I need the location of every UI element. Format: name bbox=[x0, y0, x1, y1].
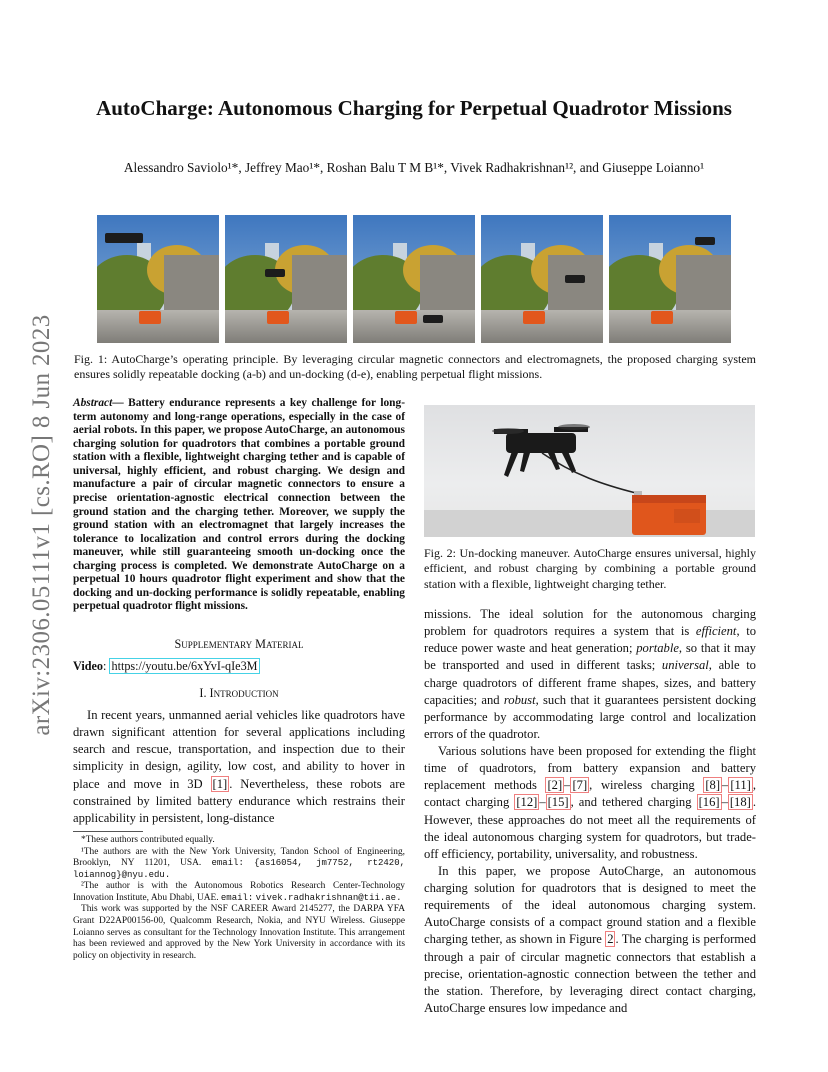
rp2-b: , wireless charging bbox=[589, 778, 704, 793]
citation-8[interactable]: [8] bbox=[705, 778, 721, 793]
intro-text-b: . Nevertheless, these robots are constrained by limited battery endurance which restrains their applicability in persistent, long-distance bbox=[73, 776, 405, 825]
dash-4: – bbox=[721, 795, 728, 810]
video-link[interactable]: https://youtu.be/6xYvI-qIe3M bbox=[111, 659, 258, 673]
dash-2: – bbox=[722, 778, 729, 793]
rp1-d: , able to charge quadrotors of different frame shapes, sizes, and battery capacities; and bbox=[424, 658, 756, 707]
term-portable: portable bbox=[636, 641, 679, 656]
rp2-c: , contact charging bbox=[424, 778, 756, 810]
video-label: Video bbox=[73, 659, 104, 673]
rp1-b: , to reduce power waste and heat generation; bbox=[424, 624, 756, 656]
video-line: Video: https://youtu.be/6xYvI-qIe3M bbox=[73, 659, 258, 673]
intro-text-a: In recent years, unmanned aerial vehicles like quadrotors have drawn significant attention for several applications including search and rescue, transportation, and inspection due to their simplicity in design, agility, low cost, and ability to hover in place and move in 3D bbox=[73, 708, 405, 791]
citation-2[interactable]: [2] bbox=[547, 778, 563, 793]
footnote-affiliation-2 bbox=[73, 881, 405, 904]
fig1-photo-d bbox=[481, 215, 603, 343]
footnote-2-email-label: email: bbox=[220, 892, 254, 903]
dash-1: – bbox=[564, 778, 571, 793]
citation-18[interactable]: [18] bbox=[729, 795, 751, 810]
paper-title: AutoCharge: Autonomous Charging for Perpetual Quadrotor Missions bbox=[96, 96, 732, 120]
footnote-1-email-label: email: bbox=[211, 858, 244, 869]
intro-heading: I. Introduction bbox=[199, 686, 279, 700]
dash-3: – bbox=[539, 795, 546, 810]
footnote-1-emails: {as16054, jm7752, rt2420, loiannog}@nyu.edu. bbox=[73, 858, 406, 880]
citation-16[interactable]: [16] bbox=[698, 795, 720, 810]
fig1-caption: Fig. 1: AutoCharge’s operating principle. By leveraging circular magnetic connectors and electromagnets, the proposed charging system ensures solidly repeatable docking (a-b) and un-docking (d-e), enabling perpetual flight missions. bbox=[74, 352, 756, 382]
figure-2-reference[interactable]: 2 bbox=[607, 932, 614, 947]
abstract-text: — Battery endurance represents a key challenge for long-term autonomy and long-range operations, especially in the case of aerial robots. In this paper, we propose AutoCharge, an autonomous charging solution for quadrotors that combines a portable ground station with a flexible, lightweight charging tether and is capable of universal, highly efficient, and robust charging. We design and manufacture a pair of circular magnetic connectors to ensure a precise orientation-agnostic electrical connection between the ground station and the charging tether. Moreover, we supply the ground station with an electromagnet that largely increases the tolerance to localization and control errors during the docking maneuver, while still guaranteeing smooth un-docking once the charging process is completed. We demonstrate AutoCharge on a perpetual 10 hours quadrotor flight experiment and show that the docking and un-docking performance is solidly repeatable, enabling perpetual quadrotor flight missions. bbox=[73, 397, 405, 613]
footnotes bbox=[73, 835, 405, 962]
term-robust: robust bbox=[503, 692, 536, 707]
rp2-d: , and tethered charging bbox=[570, 795, 697, 810]
rp1-e: , such that it guarantees persistent docking performance by accommodating large control and localization errors of the quadrotor. bbox=[424, 692, 756, 741]
author-list: Alessandro Saviolo¹*, Jeffrey Mao¹*, Roshan Balu T M B¹*, Vivek Radhakrishnan¹², and Giuseppe Loianno¹ bbox=[123, 160, 705, 175]
fig2-photo bbox=[424, 405, 755, 537]
footnote-equal: *These authors contributed equally. bbox=[81, 835, 215, 845]
rp2-a: Various solutions have been proposed for extending the flight time of quadrotors, from battery expansion and battery replacement methods bbox=[424, 744, 756, 793]
citation-1[interactable]: [1] bbox=[212, 776, 228, 791]
arxiv-stamp-text: arXiv:2306.05111v1 [cs.RO] 8 Jun 2023 bbox=[28, 314, 55, 736]
right-paragraph-3 bbox=[424, 863, 756, 1017]
fig1-photo-e bbox=[609, 215, 731, 343]
citation-7[interactable]: [7] bbox=[572, 778, 588, 793]
term-universal: universal bbox=[661, 658, 709, 673]
term-efficient: efficient bbox=[695, 624, 737, 639]
fig2-caption: Fig. 2: Un-docking maneuver. AutoCharge ensures universal, highly efficient, and robust charging by combining a portable ground station with a flexible, lightweight charging tether. bbox=[424, 546, 756, 591]
footnote-1-text: ¹The authors are with the New York University, Tandon School of Engineering, Brooklyn, NY 11201, USA. bbox=[73, 846, 405, 869]
right-paragraph-2 bbox=[424, 743, 756, 863]
footnote-affiliation-1 bbox=[73, 847, 405, 882]
rp1-a: missions. The ideal solution for the autonomous charging problem for quadrotors requires a system that is bbox=[424, 607, 756, 639]
abstract bbox=[73, 397, 405, 614]
fig1-photo-b bbox=[225, 215, 347, 343]
supplementary-heading: Supplementary Material bbox=[174, 637, 304, 651]
rp1-c: , so that it may be transported and used in different tasks; bbox=[424, 641, 756, 673]
footnote-2-text: ²The author is with the Autonomous Robotics Research Center-Technology Innovation Institute, Abu Dhabi, UAE. bbox=[73, 881, 405, 903]
fig1-photo-a bbox=[97, 215, 219, 343]
rp2-e: . However, these approaches do not meet all the requirements of the ideal autonomous charging system for quadrotors, but trade-off efficiency, portability, universality, and robustness. bbox=[424, 795, 756, 861]
rp3-b: . The charging is performed through a pair of circular magnetic connectors that establish a precise, orientation-agnostic connection between the tether and the station. Therefore, by leveraging direct contact charging, AutoCharge ensures low impedance and bbox=[424, 932, 756, 1015]
right-column-text bbox=[424, 606, 756, 1017]
footnote-funding: This work was supported by the NSF CAREER Award 2145277, the DARPA YFA Grant D22AP00156-00, Qualcomm Research, Nokia, and NYU Wireless. Giuseppe Loianno serves as consultant for the Technology Innovation Institute. This arrangement has been reviewed and approved by the New York University in accordance with its policy on objectivity in research. bbox=[73, 904, 405, 961]
fig1-photo-c bbox=[353, 215, 475, 343]
arxiv-stamp bbox=[22, 295, 62, 755]
rp3-a: In this paper, we propose AutoCharge, an autonomous charging solution for quadrotors that is designed to meet the requirements of the ideal autonomous charging system. AutoCharge consists of a compact ground station and a flexible charging tether, as shown in Figure bbox=[424, 863, 756, 947]
figure-2 bbox=[424, 405, 755, 537]
abstract-label: Abstract bbox=[73, 397, 113, 409]
citation-15[interactable]: [15] bbox=[547, 795, 569, 810]
citation-11[interactable]: [11] bbox=[730, 778, 751, 793]
citation-12[interactable]: [12] bbox=[516, 795, 538, 810]
right-paragraph-1 bbox=[424, 606, 756, 743]
footnote-rule bbox=[73, 831, 143, 832]
footnote-2-email: vivek.radhakrishnan@tii.ae. bbox=[255, 892, 402, 903]
intro-paragraph bbox=[73, 707, 405, 827]
